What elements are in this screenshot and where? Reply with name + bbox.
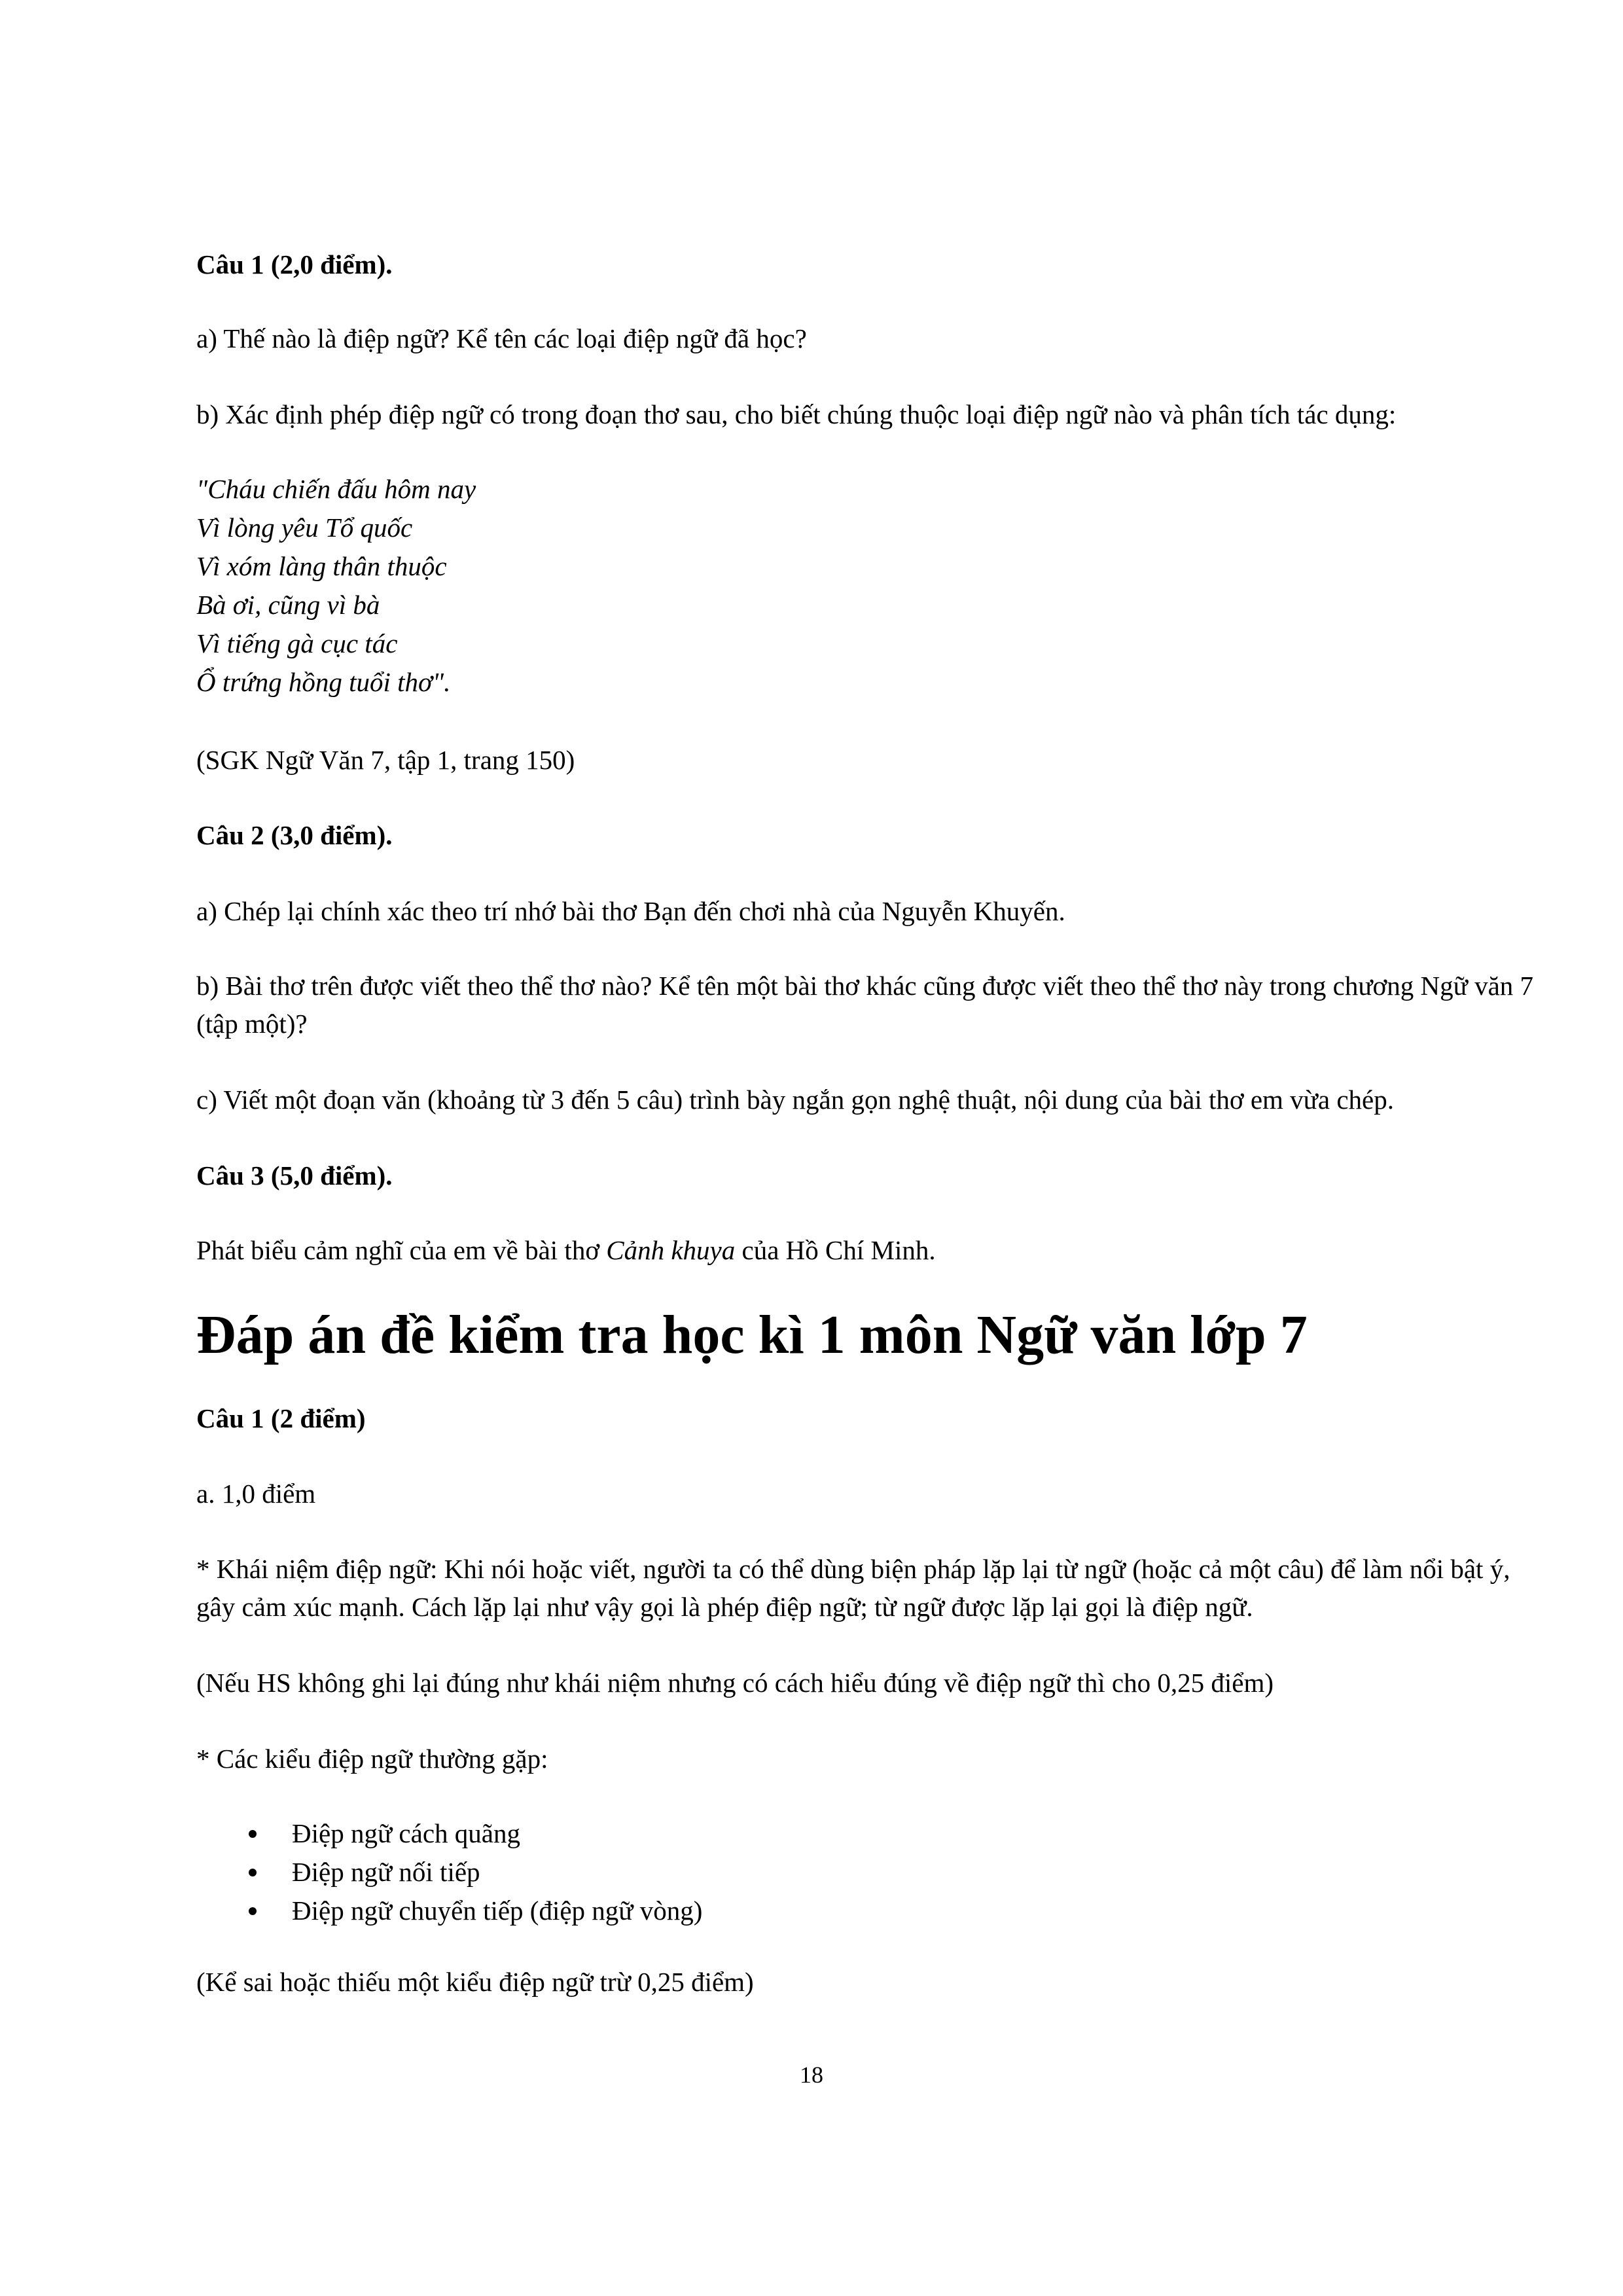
scoring-note-1: (Nếu HS không ghi lại đúng như khái niệm nhưng có cách hiểu đúng về điệp ngữ thì cho 0,25 điểm): [196, 1668, 1274, 1698]
poem-line-4: Bà ơi, cũng vì bà: [196, 590, 380, 620]
poem-line-5: Vì tiếng gà cục tác: [196, 628, 398, 658]
list-item: [196, 1892, 1544, 1930]
question-3-poem-title: Cảnh khuya: [606, 1235, 736, 1265]
poem-line-1: "Cháu chiến đấu hôm nay: [196, 474, 476, 504]
question-2-title: Câu 2 (3,0 điểm).: [196, 820, 393, 850]
poem-line-6: Ổ trứng hồng tuổi thơ".: [196, 667, 451, 697]
poem-line-3: Vì xóm làng thân thuộc: [196, 551, 447, 581]
repetition-type-2: Điệp ngữ nối tiếp: [292, 1857, 480, 1887]
list-item: [196, 1853, 1544, 1892]
question-1-title: Câu 1 (2,0 điểm).: [196, 249, 393, 279]
question-1-part-a: a) Thế nào là điệp ngữ? Kể tên các loại điệp ngữ đã học?: [196, 323, 807, 353]
repetition-type-3: Điệp ngữ chuyển tiếp (điệp ngữ vòng): [292, 1895, 703, 1926]
scoring-note-2: (Kể sai hoặc thiếu một kiểu điệp ngữ trừ 0,25 điểm): [196, 1967, 754, 1997]
list-item: [196, 1814, 1544, 1853]
question-2-part-b: b) Bài thơ trên được viết theo thể thơ nào? Kể tên một bài thơ khác cũng được viết theo thể thơ này trong chương Ngữ văn 7 (tập một)?: [196, 971, 1534, 1039]
page-number: 18: [800, 2062, 823, 2088]
repetition-types-intro: * Các kiểu điệp ngữ thường gặp:: [196, 1744, 548, 1774]
question-3-prompt: [196, 1231, 1544, 1269]
question-3-text-before: Phát biểu cảm nghĩ của em về bài thơ: [196, 1235, 607, 1265]
repetition-concept: * Khái niệm điệp ngữ: Khi nói hoặc viết, người ta có thể dùng biện pháp lặp lại từ ngữ (hoặc cả một câu) để làm nổi bật ý, gây cảm xúc mạnh. Cách lặp lại như vậy gọi là phép điệp ngữ; từ ngữ được lặp lại gọi là điệp ngữ.: [196, 1554, 1510, 1622]
question-3-title: Câu 3 (5,0 điểm).: [196, 1160, 393, 1191]
bullet-icon: [249, 1869, 257, 1876]
bullet-icon: [249, 1830, 257, 1838]
repetition-types-list: [196, 1814, 1544, 1930]
answer-part-a-score: a. 1,0 điểm: [196, 1479, 316, 1509]
poem-excerpt: [196, 470, 1544, 702]
question-2-part-c: c) Viết một đoạn văn (khoảng từ 3 đến 5 câu) trình bày ngắn gọn nghệ thuật, nội dung của bài thơ em vừa chép.: [196, 1085, 1394, 1115]
answer-question-1-title: Câu 1 (2 điểm): [196, 1403, 366, 1433]
question-1-part-b: b) Xác định phép điệp ngữ có trong đoạn thơ sau, cho biết chúng thuộc loại điệp ngữ nào và phân tích tác dụng:: [196, 399, 1397, 429]
poem-line-2: Vì lòng yêu Tổ quốc: [196, 512, 413, 543]
repetition-type-1: Điệp ngữ cách quãng: [292, 1818, 520, 1848]
poem-source: (SGK Ngữ Văn 7, tập 1, trang 150): [196, 745, 575, 775]
question-2-part-a: a) Chép lại chính xác theo trí nhớ bài thơ Bạn đến chơi nhà của Nguyễn Khuyến.: [196, 896, 1065, 926]
question-3-text-after: của Hồ Chí Minh.: [735, 1235, 936, 1265]
answer-heading: Đáp án đề kiểm tra học kì 1 môn Ngữ văn lớp 7: [196, 1304, 1308, 1365]
bullet-icon: [249, 1907, 257, 1915]
